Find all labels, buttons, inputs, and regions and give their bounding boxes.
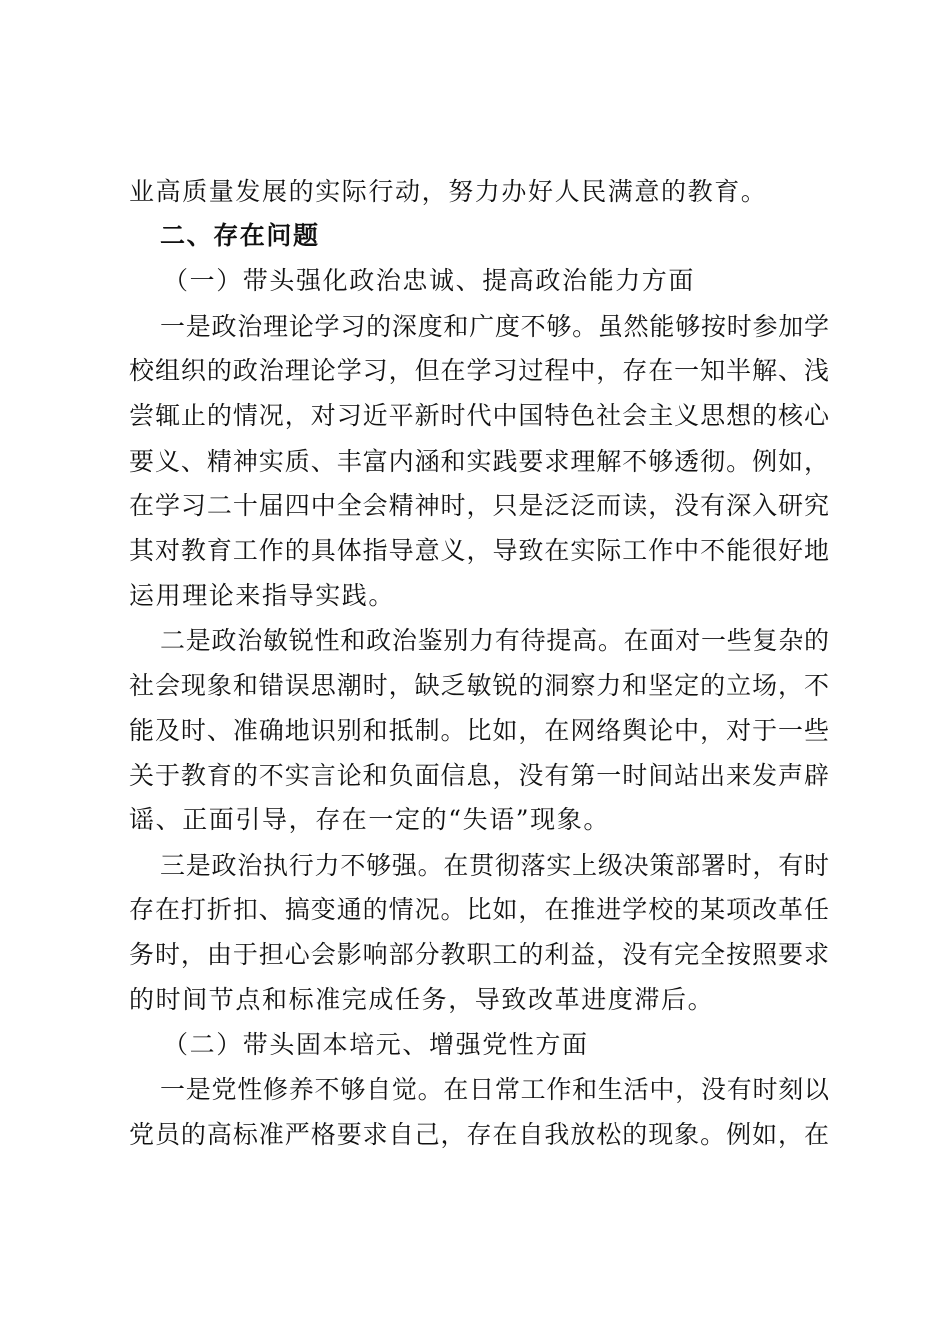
section-heading: 二、存在问题 [160, 221, 320, 250]
paragraph-line: 业高质量发展的实际行动，努力办好人民满意的教育。 [129, 177, 768, 206]
paragraph-line: 尝辄止的情况，对习近平新时代中国特色社会主义思想的核心 [129, 401, 829, 430]
subsection-heading: （二）带头固本培元、增强党性方面 [163, 1030, 589, 1059]
paragraph-line: 社会现象和错误思潮时，缺乏敏锐的洞察力和坚定的立场，不 [129, 671, 829, 700]
paragraph-line: 一是党性修养不够自觉。在日常工作和生活中，没有时刻以 [160, 1075, 829, 1104]
paragraph-line: 三是政治执行力不够强。在贯彻落实上级决策部署时，有时 [160, 851, 829, 880]
paragraph-line: 党员的高标准严格要求自己，存在自我放松的现象。例如，在 [129, 1120, 829, 1149]
paragraph-line: 存在打折扣、搞变通的情况。比如，在推进学校的某项改革任 [129, 895, 829, 924]
paragraph-line: 能及时、准确地识别和抵制。比如，在网络舆论中，对于一些 [129, 716, 829, 745]
paragraph-line: 运用理论来指导实践。 [129, 581, 396, 610]
paragraph-line: 其对教育工作的具体指导意义，导致在实际工作中不能很好地 [129, 536, 829, 565]
paragraph-line: 关于教育的不实言论和负面信息，没有第一时间站出来发声辟 [129, 761, 829, 790]
paragraph-line: 在学习二十届四中全会精神时，只是泛泛而读，没有深入研究 [129, 491, 829, 520]
paragraph-line: 的时间节点和标准完成任务，导致改革进度滞后。 [129, 985, 715, 1014]
paragraph-line: 谣、正面引导，存在一定的“失语”现象。 [129, 805, 610, 834]
paragraph-line: 校组织的政治理论学习，但在学习过程中，存在一知半解、浅 [129, 356, 829, 385]
subsection-heading: （一）带头强化政治忠诚、提高政治能力方面 [163, 266, 696, 295]
paragraph-line: 要义、精神实质、丰富内涵和实践要求理解不够透彻。例如， [129, 447, 829, 476]
paragraph-line: 务时，由于担心会影响部分教职工的利益，没有完全按照要求 [129, 940, 829, 969]
paragraph-line: 二是政治敏锐性和政治鉴别力有待提高。在面对一些复杂的 [160, 626, 829, 655]
paragraph-line: 一是政治理论学习的深度和广度不够。虽然能够按时参加学 [160, 312, 829, 341]
